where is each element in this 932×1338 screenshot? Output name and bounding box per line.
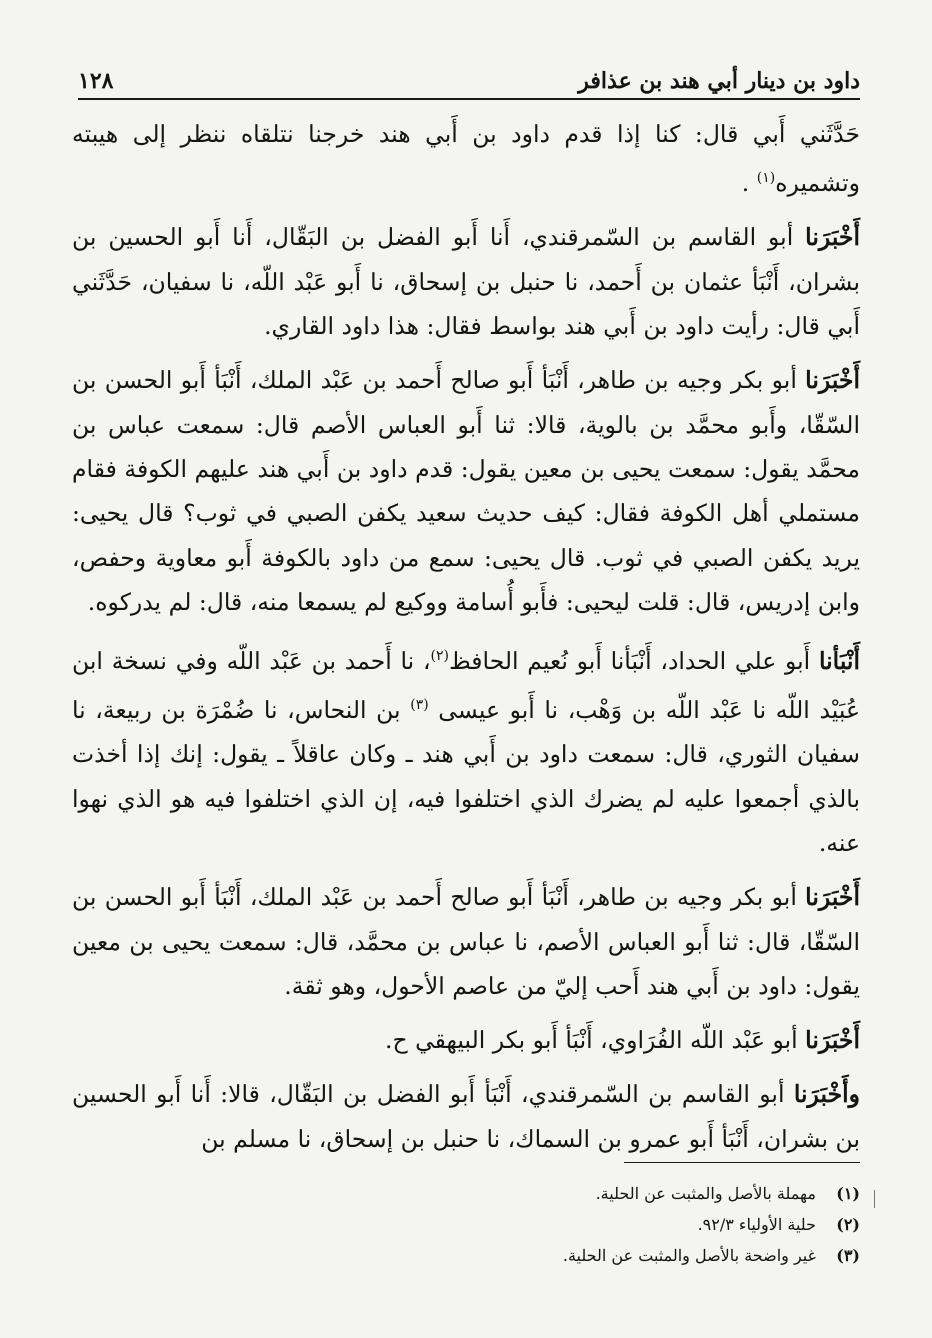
paragraph-lead: أَخْبَرَنا	[805, 1026, 860, 1055]
paragraph-lead: أَنْبَأنا	[818, 646, 860, 675]
footnote-text: غير واضحة بالأصل والمثبت عن الحلية.	[562, 1246, 816, 1265]
footnote-item	[250, 1178, 860, 1209]
paragraph-text: أَبو علي الحداد، أَنْبَأنا أَبو نُعيم الحافظ	[449, 646, 811, 675]
paragraph-text: حَدَّثَني أَبي قال: كنا إذا قدم داود بن أَبي هند خرجنا نتلقاه ننظر إلى هيبته وتشميره	[72, 120, 860, 198]
paragraph-6	[72, 1018, 860, 1062]
paragraph-text: بن النحاس، نا ضُمْرَة بن ربيعة، نا سفيان الثوري، قال: سمعت داود بن أَبي هند ـ وكان عاقلاً ـ يقول: إنك إذا أخذت بالذي أجمعوا عليه لم يضرك الذي اختلفوا فيه، إن الذي اختلفوا فيه هو الذي نهوا عنه.	[72, 696, 860, 857]
footnote-item	[250, 1209, 860, 1240]
paragraph-lead: أَخْبَرَنا	[805, 223, 860, 252]
footnote-item	[250, 1240, 860, 1271]
footnote-number: (٢)	[836, 1215, 860, 1234]
paragraph-text: ، نا أَحمد بن عَبْد اللّه وفي نسخة ابن عُبَيْد اللّه نا عَبْد اللّه بن وَهْب، نا أَبو عيسى	[72, 646, 860, 725]
footnote-rule	[624, 1162, 860, 1163]
footnote-number: (١)	[836, 1184, 860, 1203]
page-number: ١٢٨	[78, 68, 114, 94]
paragraph-5	[72, 875, 860, 1008]
paragraph-2	[72, 215, 860, 348]
paragraph-text: أبو بكر وجيه بن طاهر، أَنْبَأ أَبو صالح أَحمد بن عَبْد الملك، أَنْبَأ أَبو الحسن بن السّقّا، وأَبو محمَّد بن بالوية، قالا: ثنا أَبو العباس الأصم قال: سمعت عباس بن محمَّد يقول: سمعت يحيى بن معين يقول: قدم داود بن أَبي هند عليهم الكوفة فقام مستملي أهل الكوفة فقال: كيف حديث سعيد يكفن الصبي في ثوب؟ قال يحيى: يريد يكفن الصبي في ثوب. قال يحيى: سمع من داود بالكوفة أَبو معاوية وحفص، وابن إدريس، قال: قلت ليحيى: فأَبو أُسامة ووكيع لم يسمعا منه، قال: لم يدركوه.	[72, 366, 860, 616]
header-rule	[78, 98, 860, 100]
paragraph-3	[72, 358, 860, 624]
main-text	[72, 112, 860, 1171]
footnote-number: (٣)	[836, 1246, 860, 1265]
margin-mark	[874, 1190, 876, 1208]
paragraph-lead: أَخْبَرَنا	[805, 883, 860, 912]
footnote-ref: (٣)	[410, 697, 429, 714]
paragraph-text: أبو بكر وجيه بن طاهر، أَنْبَأ أَبو صالح أَحمد بن عَبْد الملك، أَنْبَأ أَبو الحسن بن السّقّا، قال: ثنا أَبو العباس الأصم، نا عباس بن محمَّد، قال: سمعت يحيى بن معين يقول: داود بن أَبي هند أَحب إليّ من عاصم الأحول، وهو ثقة.	[72, 883, 860, 1000]
paragraph-tail: .	[741, 169, 750, 198]
paragraph-4	[72, 634, 860, 865]
footnote-text: مهملة بالأصل والمثبت عن الحلية.	[595, 1184, 816, 1203]
paragraph-lead: أَخْبَرَنا	[805, 366, 860, 395]
paragraph-text: أبو القاسم بن السّمرقندي، أَنا أَبو الفضل بن البَقّال، أَنا أَبو الحسين بن بشران، أَنْبَأ عثمان بن أَحمد، نا حنبل بن إسحاق، نا أَبو عَبْد اللّه، نا سفيان، حَدَّثَني أَبي قال: رأيت داود بن أَبي هند بواسط فقال: هذا داود القاري.	[72, 223, 860, 341]
paragraph-text: أبو عَبْد اللّه الفُرَاوي، أَنْبَأ أَبو بكر البيهقي ح.	[384, 1026, 798, 1055]
running-title: داود بن دينار أبي هند بن عذافر	[578, 68, 860, 94]
footnote-ref: (٢)	[430, 648, 449, 665]
paragraph-text: أبو القاسم بن السّمرقندي، أَنْبَأ أَبو الفضل بن البَقّال، قالا: أَنا أَبو الحسين بن بشران، أَنْبَأ أَبو عمرو بن السماك، نا حنبل بن إسحاق، نا مسلم بن	[72, 1080, 860, 1153]
footnote-text: حلية الأولياء ٩٢/٣.	[697, 1215, 816, 1234]
page-header	[78, 60, 860, 94]
footnotes	[250, 1178, 860, 1271]
footnote-ref: (١)	[756, 170, 776, 187]
paragraph-7	[72, 1072, 860, 1161]
paragraph-1	[72, 112, 860, 205]
paragraph-lead: وأَخْبَرَنا	[793, 1080, 860, 1109]
